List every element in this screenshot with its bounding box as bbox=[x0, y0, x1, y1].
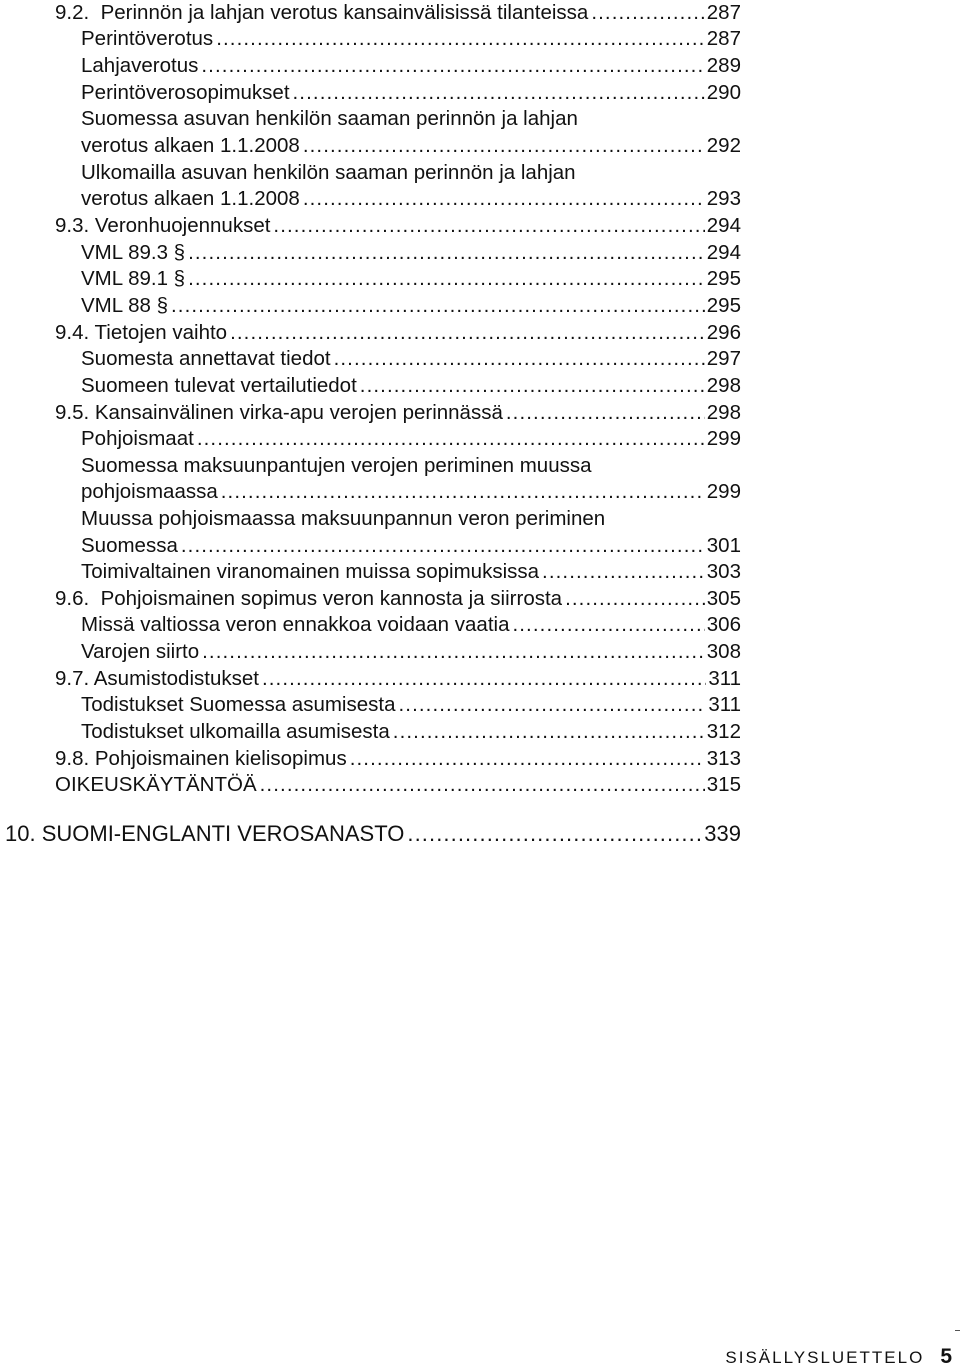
toc-entry bbox=[81, 132, 741, 159]
toc-page-number: 311 bbox=[708, 667, 741, 690]
toc-entry bbox=[55, 771, 741, 798]
toc-page-number: 299 bbox=[706, 427, 741, 450]
toc-leader-dots bbox=[188, 239, 705, 266]
toc-page-number: 339 bbox=[704, 821, 741, 846]
toc-entry-title: OIKEUSKÄYTÄNTÖÄ bbox=[55, 773, 257, 796]
toc-entry bbox=[81, 425, 741, 452]
toc-page-number: 301 bbox=[706, 534, 741, 557]
toc-entry bbox=[81, 105, 741, 132]
toc-entry-title: Varojen siirto bbox=[81, 640, 200, 663]
toc-entry-title: verotus alkaen 1.1.2008 bbox=[81, 187, 300, 210]
toc-leader-dots bbox=[202, 638, 705, 665]
toc-entry bbox=[55, 0, 741, 26]
toc-page-number: 292 bbox=[706, 134, 741, 157]
toc-leader-dots bbox=[216, 25, 705, 52]
footer-page-number: 5 bbox=[940, 1345, 952, 1368]
toc-entry bbox=[81, 691, 741, 718]
toc-entry bbox=[81, 185, 741, 212]
toc-page-number: 298 bbox=[706, 401, 741, 424]
toc-entry-title: Suomessa asuvan henkilön saaman perinnön ja lahjan bbox=[81, 107, 578, 130]
toc-entry bbox=[81, 292, 741, 319]
toc-entry bbox=[81, 558, 741, 585]
toc-entry-title: VML 89.1 § bbox=[81, 267, 186, 290]
toc-entry-title: 9.6. Pohjoismainen sopimus veron kannosta ja siirrosta bbox=[55, 587, 563, 610]
toc-entry-title: Muussa pohjoismaassa maksuunpannun veron periminen bbox=[81, 507, 606, 530]
toc-page-number: 294 bbox=[706, 241, 741, 264]
toc-entry-title: Todistukset ulkomailla asumisesta bbox=[81, 720, 390, 743]
footer-rule bbox=[955, 1330, 960, 1331]
toc-entry-title: Ulkomailla asuvan henkilön saaman perinnön ja lahjan bbox=[81, 161, 576, 184]
toc-leader-dots bbox=[360, 372, 705, 399]
toc-entry-title: 9.3. Veronhuojennukset bbox=[55, 214, 271, 237]
toc-leader-dots bbox=[506, 399, 705, 426]
toc-leader-dots bbox=[512, 611, 704, 638]
toc-entry-title: Perintöverosopimukset bbox=[81, 81, 290, 104]
toc-entry bbox=[5, 820, 741, 847]
toc-page-number: 296 bbox=[706, 321, 741, 344]
toc-entry-title: Perintöverotus bbox=[81, 27, 214, 50]
toc-entry-title: pohjoismaassa bbox=[81, 480, 218, 503]
toc-page-number: 313 bbox=[706, 747, 741, 770]
toc-entry-title: 10. SUOMI-ENGLANTI VEROSANASTO bbox=[5, 821, 405, 846]
toc-entry-title: 9.4. Tietojen vaihto bbox=[55, 321, 228, 344]
toc-page-number: 294 bbox=[706, 214, 741, 237]
toc-entry bbox=[81, 52, 741, 79]
page-footer bbox=[725, 1345, 952, 1369]
toc-entry-title: Suomesta annettavat tiedot bbox=[81, 347, 331, 370]
toc-entry-title: 9.8. Pohjoismainen kielisopimus bbox=[55, 747, 347, 770]
toc-entry bbox=[81, 718, 741, 745]
toc-entry-title: VML 88 § bbox=[81, 294, 168, 317]
toc-page-number: 299 bbox=[706, 480, 741, 503]
toc-leader-dots bbox=[201, 52, 704, 79]
toc-entry bbox=[81, 265, 741, 292]
toc-entry bbox=[55, 212, 741, 239]
toc-entry-title: Suomeen tulevat vertailutiedot bbox=[81, 374, 357, 397]
toc-leader-dots bbox=[230, 319, 705, 346]
toc-leader-dots bbox=[334, 345, 705, 372]
toc-entry bbox=[81, 638, 741, 665]
toc-leader-dots bbox=[303, 185, 705, 212]
toc-leader-dots bbox=[398, 691, 706, 718]
toc-entry-title: Todistukset Suomessa asumisesta bbox=[81, 693, 396, 716]
toc-page-number: 315 bbox=[706, 773, 741, 796]
toc-entry-title: VML 89.3 § bbox=[81, 241, 186, 264]
toc-leader-dots bbox=[188, 265, 705, 292]
toc-entry bbox=[55, 399, 741, 426]
toc-page-number: 298 bbox=[706, 374, 741, 397]
toc-entry bbox=[81, 25, 741, 52]
toc-leader-dots bbox=[181, 532, 705, 559]
toc-entry-title: Missä valtiossa veron ennakkoa voidaan vaatia bbox=[81, 613, 510, 636]
toc-entry bbox=[55, 319, 741, 346]
toc-entry-title: 9.5. Kansainvälinen virka-apu verojen perinnässä bbox=[55, 401, 503, 424]
toc-page-number: 293 bbox=[706, 187, 741, 210]
toc-leader-dots bbox=[273, 212, 704, 239]
toc-leader-dots bbox=[197, 425, 705, 452]
toc-entry bbox=[55, 745, 741, 772]
toc-page-number: 295 bbox=[706, 267, 741, 290]
toc-leader-dots bbox=[293, 79, 705, 106]
toc-leader-dots bbox=[303, 132, 705, 159]
toc-entry bbox=[81, 478, 741, 505]
footer-section-title: SISÄLLYSLUETTELO bbox=[725, 1348, 925, 1367]
toc-leader-dots bbox=[260, 771, 705, 798]
toc-page-number: 290 bbox=[706, 81, 741, 104]
toc-page-number: 306 bbox=[706, 613, 741, 636]
toc-page-number: 303 bbox=[706, 560, 741, 583]
toc-page-number: 289 bbox=[706, 54, 741, 77]
toc-entry-title: Suomessa bbox=[81, 534, 178, 557]
toc-leader-dots bbox=[221, 478, 705, 505]
toc-leader-dots bbox=[542, 558, 705, 585]
toc-leader-dots bbox=[350, 745, 705, 772]
toc-page-number: 295 bbox=[706, 294, 741, 317]
toc-entry bbox=[81, 79, 741, 106]
toc-entry-title: Suomessa maksuunpantujen verojen periminen muussa bbox=[81, 454, 592, 477]
toc-entry-title: Pohjoismaat bbox=[81, 427, 194, 450]
toc-entry-title: Toimivaltainen viranomainen muissa sopimuksissa bbox=[81, 560, 540, 583]
toc-leader-dots bbox=[565, 585, 705, 612]
toc-page-number: 308 bbox=[706, 640, 741, 663]
toc-page-number: 287 bbox=[706, 1, 741, 24]
toc-entry-title: 9.2. Perinnön ja lahjan verotus kansainvälisissä tilanteissa bbox=[55, 1, 589, 24]
toc-entry-title: Lahjaverotus bbox=[81, 54, 199, 77]
toc-entry-title: verotus alkaen 1.1.2008 bbox=[81, 134, 300, 157]
toc-entry-title: 9.7. Asumistodistukset bbox=[55, 667, 259, 690]
toc-page-number: 305 bbox=[706, 587, 741, 610]
toc-leader-dots bbox=[171, 292, 705, 319]
toc-entry bbox=[81, 611, 741, 638]
toc-page-number: 312 bbox=[706, 720, 741, 743]
toc-entry bbox=[81, 505, 741, 532]
toc-page-number: 287 bbox=[706, 27, 741, 50]
toc-entry bbox=[81, 452, 741, 479]
toc-page-number: 311 bbox=[708, 693, 741, 716]
toc-entry bbox=[81, 532, 741, 559]
toc-page-number: 297 bbox=[706, 347, 741, 370]
toc-entry bbox=[81, 159, 741, 186]
toc-leader-dots bbox=[262, 665, 706, 692]
toc-entry bbox=[55, 665, 741, 692]
toc-leader-dots bbox=[591, 0, 704, 26]
toc-entry bbox=[81, 372, 741, 399]
toc-entry bbox=[81, 239, 741, 266]
toc-entry bbox=[55, 585, 741, 612]
toc-leader-dots bbox=[393, 718, 705, 745]
toc-entry bbox=[81, 345, 741, 372]
toc-leader-dots bbox=[407, 820, 702, 847]
